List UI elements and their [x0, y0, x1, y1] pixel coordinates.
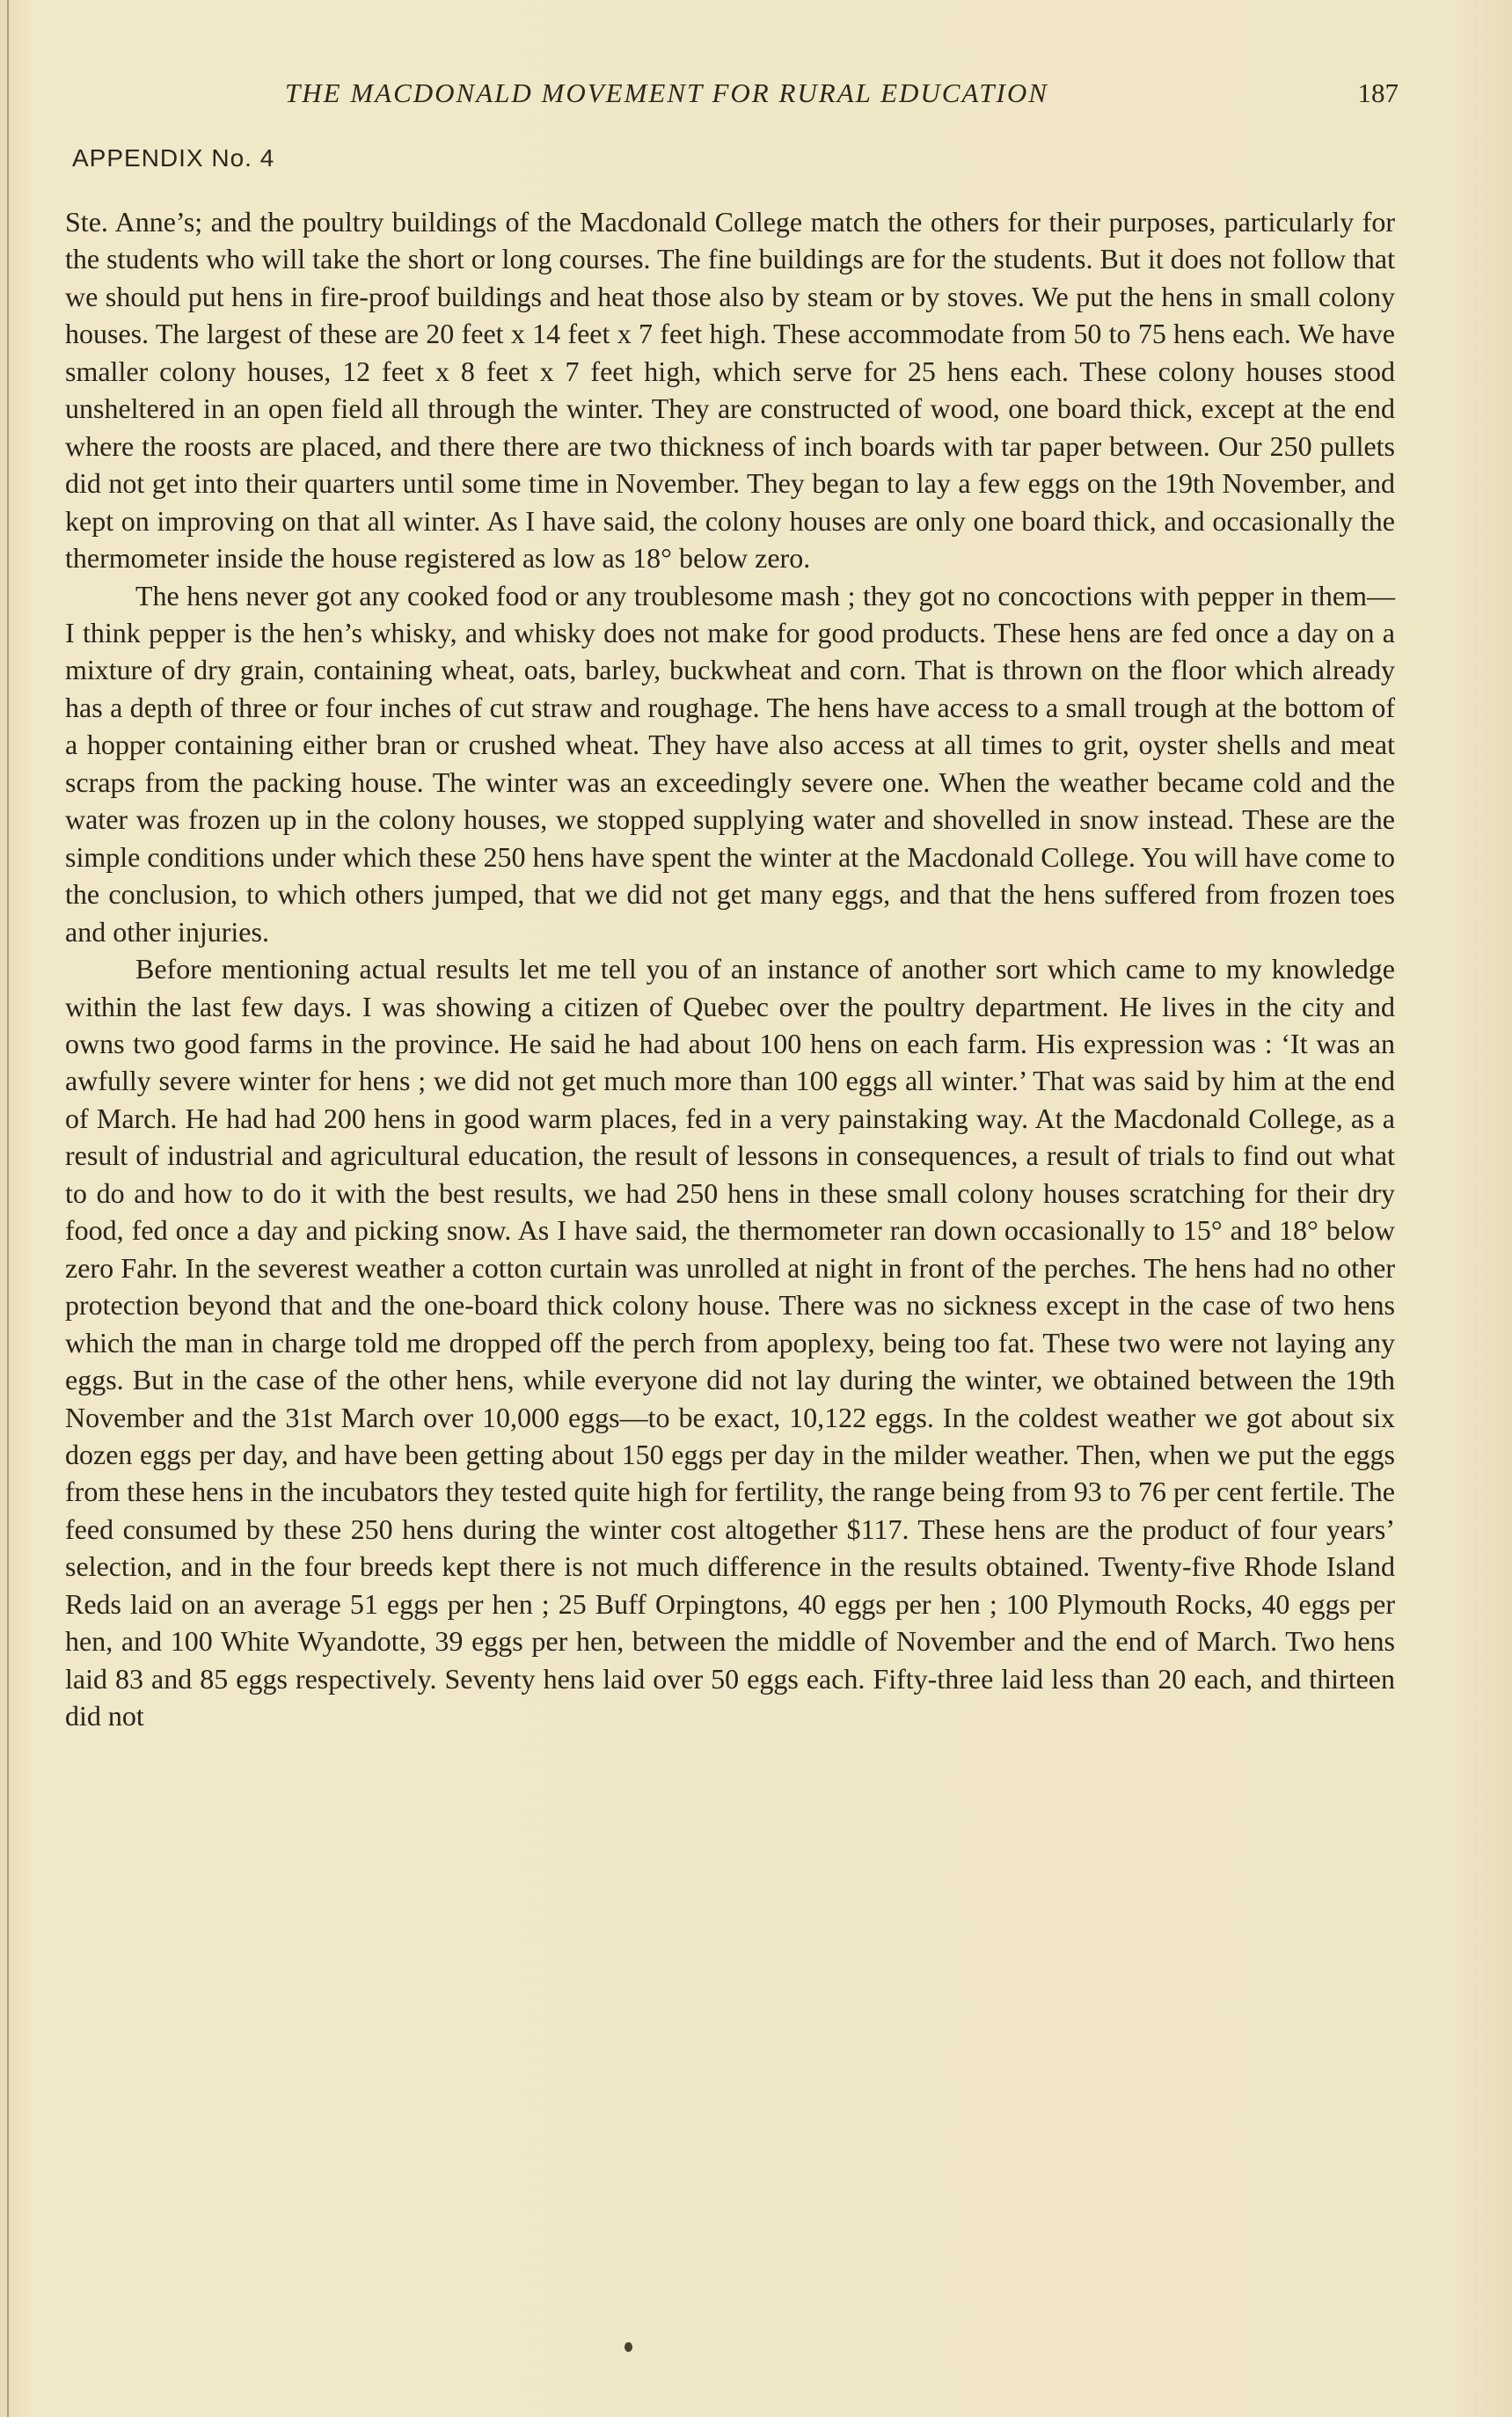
- page-edge-line: [7, 0, 9, 2417]
- paragraph-1: Ste. Anne’s; and the poultry buildings of the Macdonald College match the others for their purposes, particularly for the students who will take the short or long courses. The fine buildings are for the students. But it does not follow that we should put hens in fire-proof buildings and heat those also by steam or by stoves. We put the hens in small colony houses. The largest of these are 20 feet x 14 feet x 7 feet high. These accommodate from 50 to 75 hens each. We have smaller colony houses, 12 feet x 8 feet x 7 feet high, which serve for 25 hens each. These colony houses stood unsheltered in an open field all through the winter. They are constructed of wood, one board thick, except at the end where the roosts are placed, and there there are two thickness of inch boards with tar paper between. Our 250 pullets did not get into their quarters until some time in November. They began to lay a few eggs on the 19th November, and kept on improving on that all winter. As I have said, the colony houses are only one board thick, and occasionally the thermometer inside the house registered as low as 18° below zero.: [65, 206, 1395, 575]
- appendix-label: APPENDIX No. 4: [72, 144, 275, 172]
- page-number: 187: [1357, 77, 1399, 108]
- paragraph-3: Before mentioning actual results let me tell you of an instance of another sort which came to my knowledge within the last few days. I was showing a citizen of Quebec over the poultry department. He lives in the city and owns two good farms in the province. He said he had about 100 hens on each farm. His expression was : ‘It was an awfully severe winter for hens ; we did not get much more than 100 eggs all winter.’ That was said by him at the end of March. He had had 200 hens in good warm places, fed in a very painstaking way. At the Macdonald College, as a result of industrial and agricultural education, the result of lessons in consequences, a result of trials to find out what to do and how to do it with the best results, we had 250 hens in these small colony houses scratching for their dry food, fed once a day and picking snow. As I have said, the thermometer ran down occasionally to 15° and 18° below zero Fahr. In the severest weather a cotton curtain was unrolled at night in front of the perches. The hens had no other protection beyond that and the one-board thick colony house. There was no sickness except in the case of two hens which the man in charge told me dropped off the perch from apoplexy, being too fat. These two were not laying any eggs. But in the case of the other hens, while everyone did not lay during the winter, we obtained between the 19th November and the 31st March over 10,000 eggs—to be exact, 10,122 eggs. In the coldest weather we got about six dozen eggs per day, and have been getting about 150 eggs per day in the milder weather. Then, when we put the eggs from these hens in the incubators they tested quite high for fertility, the range being from 93 to 76 per cent fertile. The feed consumed by these 250 hens during the winter cost altogether $117. These hens are the product of four years’ selection, and in the four breeds kept there is not much difference in the results obtained. Twenty-five Rhode Island Reds laid on an average 51 eggs per hen ; 25 Buff Orpingtons, 40 eggs per hen ; 100 Plymouth Rocks, 40 eggs per hen, and 100 White Wyandotte, 39 eggs per hen, between the middle of November and the end of March. Two hens laid 83 and 85 eggs respectively. Seventy hens laid over 50 eggs each. Fifty-three laid less than 20 each, and thirteen did not: [65, 953, 1395, 1732]
- running-header: [65, 77, 1399, 121]
- running-title: THE MACDONALD MOVEMENT FOR RURAL EDUCATION: [285, 77, 1048, 108]
- body-text: [65, 203, 1395, 1735]
- paragraph-2: The hens never got any cooked food or any troublesome mash ; they got no concoctions with pepper in them—I think pepper is the hen’s whisky, and whisky does not make for good products. These hens are fed once a day on a mixture of dry grain, containing wheat, oats, barley, buckwheat and corn. That is thrown on the floor which already has a depth of three or four inches of cut straw and roughage. The hens have access to a small trough at the bottom of a hopper containing either bran or crushed wheat. They have also access at all times to grit, oyster shells and meat scraps from the packing house. The winter was an exceedingly severe one. When the weather became cold and the water was frozen up in the colony houses, we stopped supplying water and shovelled in snow instead. These are the simple conditions under which these 250 hens have spent the winter at the Macdonald College. You will have come to the conclusion, to which others jumped, that we did not get many eggs, and that the hens suffered from frozen toes and other injuries.: [65, 579, 1395, 948]
- ink-dot: [625, 2342, 632, 2352]
